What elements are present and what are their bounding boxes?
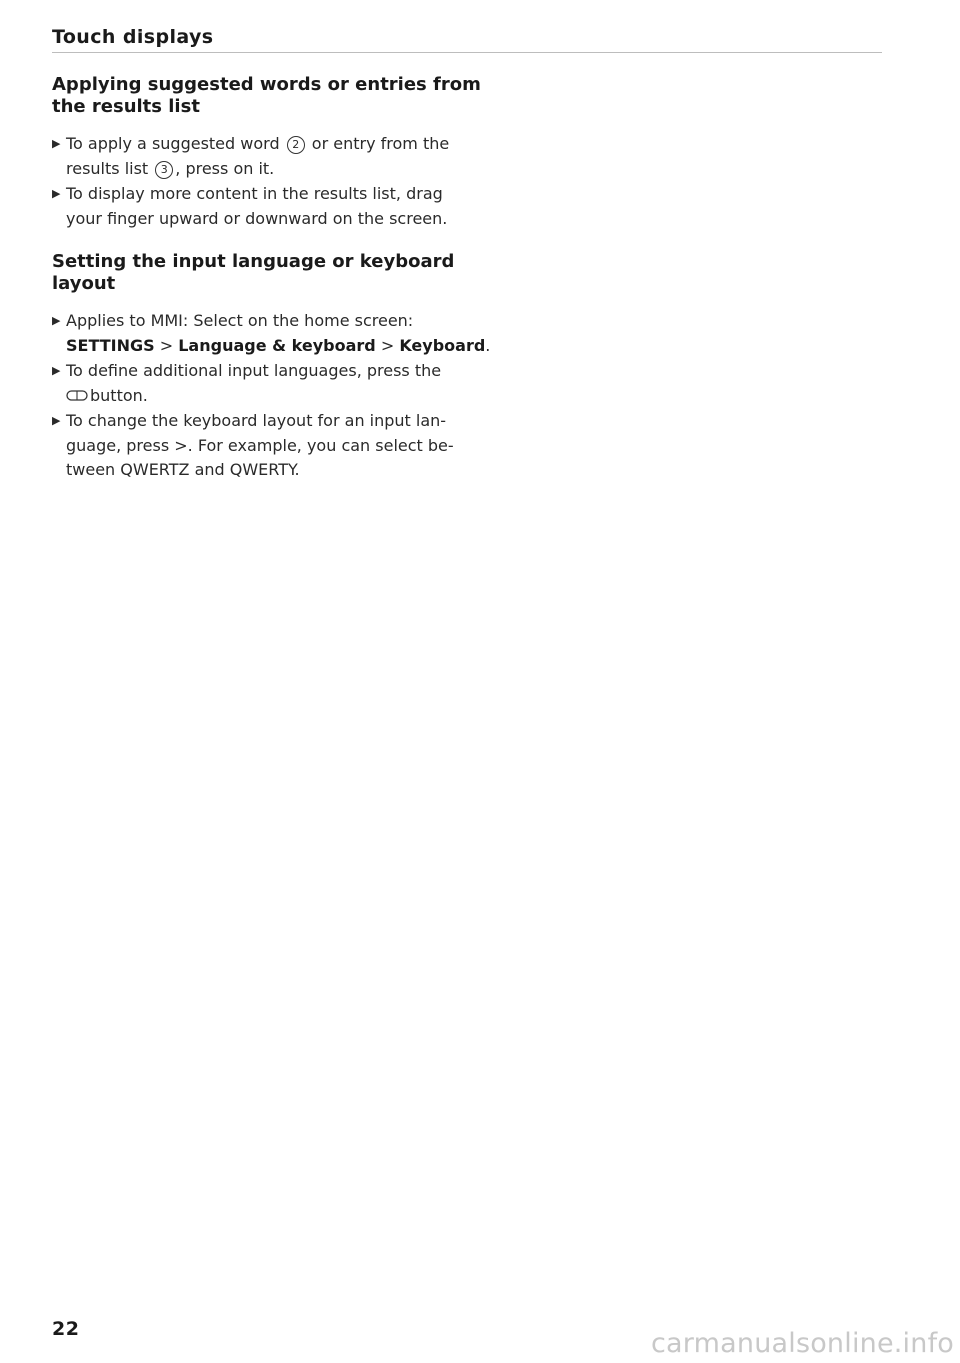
content-column xyxy=(52,74,491,484)
header-title: Touch displays xyxy=(52,26,214,48)
heading-line: Setting the input language or keyboard xyxy=(52,251,455,272)
callout-number: 2 xyxy=(287,136,305,154)
step-line xyxy=(66,334,491,359)
step-text: results list xyxy=(66,158,149,178)
step-item xyxy=(52,409,462,483)
keyboard-language-icon xyxy=(66,390,88,401)
step-line: tween QWERTZ and QWERTY. xyxy=(66,460,300,479)
step-line: To change the keyboard layout for an input lan- xyxy=(66,411,447,430)
triangle-right-icon: ▶ xyxy=(52,314,61,327)
step-text: To apply a suggested word xyxy=(66,134,280,153)
heading-line: layout xyxy=(52,273,116,294)
step-line xyxy=(66,132,462,157)
step-item xyxy=(52,132,462,181)
menu-path-settings: SETTINGS xyxy=(66,335,155,355)
step-line: guage, press >. For example, you can select be- xyxy=(66,435,454,455)
section-input-language xyxy=(52,251,491,483)
triangle-right-icon: ▶ xyxy=(52,364,61,377)
watermark: carmanualsonline.info xyxy=(651,1328,954,1359)
triangle-right-icon: ▶ xyxy=(52,187,61,200)
step-text: . xyxy=(485,335,491,355)
step-line xyxy=(66,384,462,409)
menu-path-language: Language & keyboard xyxy=(178,335,376,355)
step-text: or entry from the xyxy=(311,134,450,153)
step-line: To define additional input languages, press the xyxy=(66,361,442,380)
section-heading xyxy=(52,74,481,118)
page-header xyxy=(52,24,882,53)
callout-number: 3 xyxy=(155,161,173,179)
step-list xyxy=(52,309,491,483)
step-line xyxy=(66,157,462,182)
section-suggested-words xyxy=(52,74,481,231)
step-line: Applies to MMI: Select on the home screen: xyxy=(66,311,414,330)
triangle-right-icon: ▶ xyxy=(52,414,61,427)
step-item xyxy=(52,309,491,358)
page-number: 22 xyxy=(52,1318,80,1340)
step-line: To display more content in the results list, drag xyxy=(66,184,443,203)
heading-line: Applying suggested words or entries from xyxy=(52,74,481,95)
menu-path-keyboard: Keyboard xyxy=(399,335,486,355)
step-text: , press on it. xyxy=(175,158,275,178)
heading-line: the results list xyxy=(52,96,200,117)
step-text: button. xyxy=(90,385,148,405)
step-item xyxy=(52,182,462,231)
section-heading xyxy=(52,251,462,295)
menu-separator: > xyxy=(375,335,400,355)
menu-separator: > xyxy=(154,335,179,355)
triangle-right-icon: ▶ xyxy=(52,137,61,150)
step-item xyxy=(52,359,462,408)
step-list xyxy=(52,132,462,231)
step-line: your finger upward or downward on the screen. xyxy=(66,208,448,228)
